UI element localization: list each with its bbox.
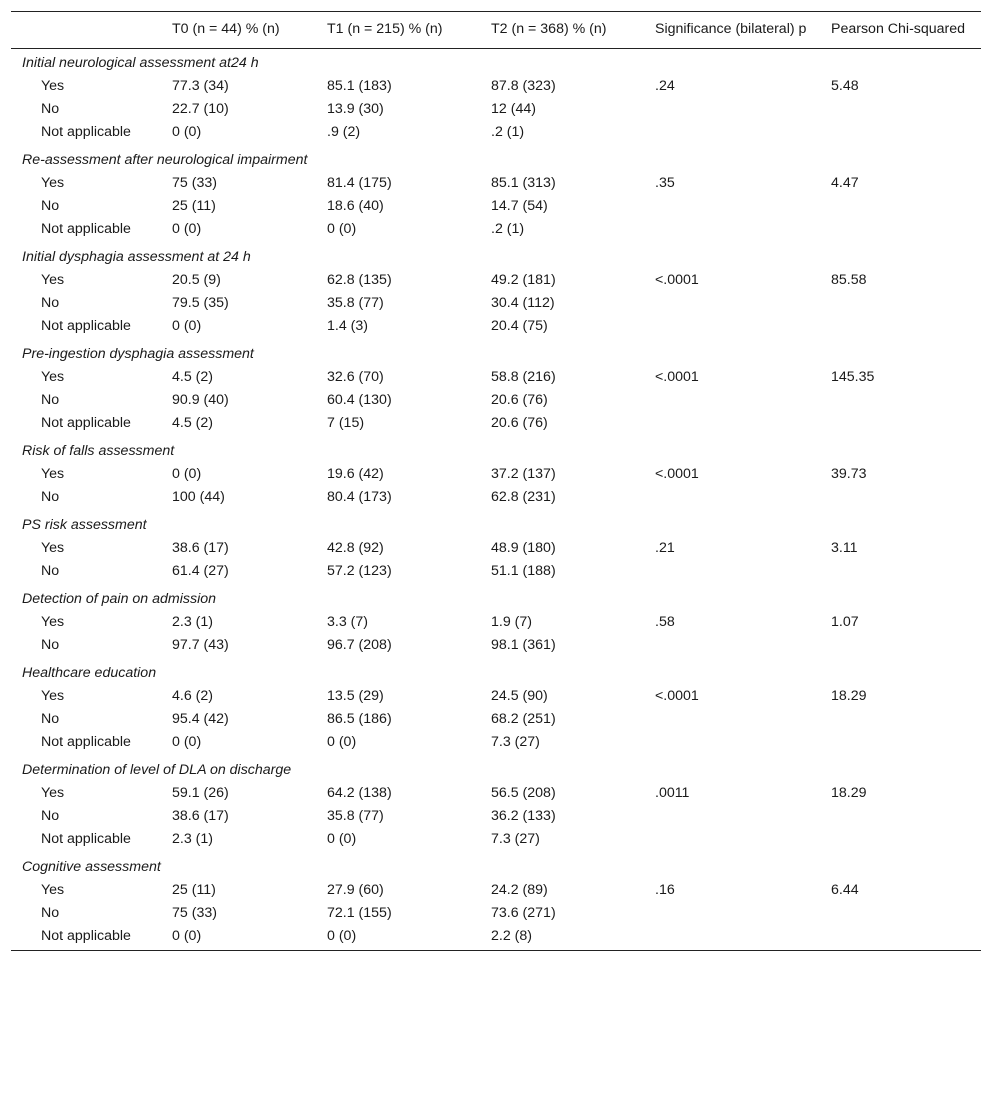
- cell-significance: <.0001: [655, 688, 699, 704]
- row-label: No: [41, 489, 60, 505]
- cell-chi-squared: 39.73: [831, 466, 867, 482]
- cell-significance: .35: [655, 175, 675, 191]
- group-row: [11, 49, 981, 76]
- cell-t1: 13.5 (29): [327, 688, 384, 704]
- cell-t0: 90.9 (40): [172, 392, 229, 408]
- cell-t0: 95.4 (42): [172, 711, 229, 727]
- row-label: Yes: [41, 882, 65, 898]
- cell-t0: 38.6 (17): [172, 540, 229, 556]
- table-row: [11, 292, 981, 315]
- cell-chi-squared: [821, 98, 981, 121]
- cell-t2: 2.2 (8): [481, 925, 645, 951]
- table-row: [11, 685, 981, 708]
- cell-t1: 0 (0): [317, 925, 481, 951]
- cell-t0: 0 (0): [172, 221, 202, 237]
- cell-t2: 85.1 (313): [491, 175, 556, 191]
- cell-t0: 25 (11): [172, 882, 216, 898]
- header-significance: Significance (bilateral) p: [655, 21, 807, 37]
- cell-t0: 77.3 (34): [172, 78, 229, 94]
- cell-chi-squared: 4.47: [831, 175, 859, 191]
- cell-t1: 86.5 (186): [327, 711, 392, 727]
- table-row: [11, 560, 981, 585]
- table-row: [11, 75, 981, 98]
- cell-t0: 0 (0): [172, 124, 202, 140]
- cell-significance: [645, 315, 821, 340]
- cell-t2: 62.8 (231): [491, 489, 556, 505]
- row-label: Yes: [41, 466, 65, 482]
- header-t0: T0 (n = 44) % (n): [172, 21, 280, 37]
- table-row: [11, 879, 981, 902]
- table-row: [11, 486, 981, 511]
- table-row: [11, 463, 981, 486]
- table-row: [11, 315, 981, 340]
- cell-significance: <.0001: [655, 466, 699, 482]
- cell-t2: 87.8 (323): [491, 78, 556, 94]
- cell-t0: 79.5 (35): [172, 295, 229, 311]
- cell-t2: 36.2 (133): [491, 808, 556, 824]
- row-label: Yes: [41, 175, 65, 191]
- group-title: Healthcare education: [22, 665, 157, 681]
- row-label: Not applicable: [41, 415, 131, 431]
- cell-chi-squared: [821, 560, 981, 585]
- cell-t2: 14.7 (54): [491, 198, 548, 214]
- cell-t1: 62.8 (135): [327, 272, 392, 288]
- cell-chi-squared: [821, 634, 981, 659]
- cell-chi-squared: [821, 412, 981, 437]
- cell-t1: 72.1 (155): [327, 905, 392, 921]
- group-row: [11, 659, 981, 685]
- table-row: [11, 902, 981, 925]
- table-row: [11, 634, 981, 659]
- cell-t1: 3.3 (7): [327, 614, 369, 630]
- cell-significance: [645, 634, 821, 659]
- cell-t1: 80.4 (173): [327, 489, 392, 505]
- cell-t2: 48.9 (180): [491, 540, 556, 556]
- cell-t1: 32.6 (70): [327, 369, 384, 385]
- cell-significance: .16: [655, 882, 675, 898]
- cell-t1: 42.8 (92): [327, 540, 384, 556]
- row-label: Not applicable: [41, 734, 131, 750]
- cell-t2: 1.9 (7): [491, 614, 533, 630]
- group-title: Determination of level of DLA on discharge: [22, 762, 292, 778]
- cell-significance: [645, 98, 821, 121]
- cell-chi-squared: 85.58: [831, 272, 867, 288]
- cell-chi-squared: [821, 902, 981, 925]
- row-label: Not applicable: [41, 318, 131, 334]
- cell-chi-squared: [821, 708, 981, 731]
- row-label: Yes: [41, 540, 65, 556]
- row-label: Not applicable: [41, 221, 131, 237]
- cell-t0: 0 (0): [172, 318, 202, 334]
- row-label: Yes: [41, 688, 65, 704]
- row-label: Yes: [41, 78, 65, 94]
- cell-t0: 20.5 (9): [172, 272, 221, 288]
- cell-chi-squared: 3.11: [831, 540, 858, 556]
- group-row: [11, 437, 981, 463]
- row-label: No: [41, 101, 60, 117]
- cell-t1: .9 (2): [327, 124, 361, 140]
- cell-t2: 7.3 (27): [491, 734, 540, 750]
- cell-t1: 81.4 (175): [327, 175, 392, 191]
- results-table-container: [11, 11, 981, 951]
- row-label: No: [41, 637, 60, 653]
- table-row: [11, 731, 981, 756]
- cell-t1: 7 (15): [327, 415, 365, 431]
- cell-significance: [645, 828, 821, 853]
- cell-t1: 57.2 (123): [327, 563, 392, 579]
- table-row: [11, 366, 981, 389]
- cell-t2: 73.6 (271): [491, 905, 556, 921]
- group-row: [11, 340, 981, 366]
- group-title: Detection of pain on admission: [22, 591, 217, 607]
- cell-chi-squared: [821, 292, 981, 315]
- group-title: PS risk assessment: [22, 517, 147, 533]
- cell-t0: 38.6 (17): [172, 808, 229, 824]
- cell-t2: 68.2 (251): [491, 711, 556, 727]
- cell-significance: [645, 902, 821, 925]
- cell-chi-squared: [821, 731, 981, 756]
- table-body: [11, 49, 981, 951]
- header-t2: T2 (n = 368) % (n): [491, 21, 607, 37]
- cell-t2: 49.2 (181): [491, 272, 556, 288]
- cell-t0: 25 (11): [172, 198, 216, 214]
- cell-significance: [645, 195, 821, 218]
- row-label: No: [41, 711, 60, 727]
- group-row: [11, 853, 981, 879]
- cell-t0: 0 (0): [172, 734, 202, 750]
- cell-chi-squared: [821, 828, 981, 853]
- cell-chi-squared: [821, 195, 981, 218]
- cell-significance: [645, 925, 821, 951]
- header-label: [11, 12, 162, 49]
- cell-t1: 85.1 (183): [327, 78, 392, 94]
- table-row: [11, 828, 981, 853]
- cell-significance: [645, 486, 821, 511]
- cell-significance: [645, 292, 821, 315]
- row-label: No: [41, 295, 60, 311]
- cell-t1: 1.4 (3): [327, 318, 369, 334]
- row-label: Not applicable: [11, 925, 162, 951]
- cell-t0: 97.7 (43): [172, 637, 229, 653]
- cell-t1: 19.6 (42): [327, 466, 384, 482]
- cell-t1: 27.9 (60): [327, 882, 384, 898]
- cell-chi-squared: 145.35: [831, 369, 875, 385]
- group-row: [11, 585, 981, 611]
- row-label: Yes: [41, 272, 65, 288]
- group-title: Pre-ingestion dysphagia assessment: [22, 346, 254, 362]
- cell-chi-squared: [821, 218, 981, 243]
- cell-chi-squared: [821, 315, 981, 340]
- cell-t1: 0 (0): [327, 831, 357, 847]
- row-label: No: [41, 198, 60, 214]
- header-chi-squared: Pearson Chi-squared: [831, 21, 966, 37]
- cell-t2: .2 (1): [491, 221, 525, 237]
- cell-significance: .21: [655, 540, 675, 556]
- cell-t0: 75 (33): [172, 175, 217, 191]
- cell-t2: 56.5 (208): [491, 785, 556, 801]
- cell-t0: 4.5 (2): [172, 369, 214, 385]
- table-row: [11, 195, 981, 218]
- cell-t1: 35.8 (77): [327, 808, 384, 824]
- cell-t2: 20.6 (76): [491, 415, 548, 431]
- table-row: [11, 782, 981, 805]
- cell-t2: 58.8 (216): [491, 369, 556, 385]
- table-row: [11, 172, 981, 195]
- cell-t2: 37.2 (137): [491, 466, 556, 482]
- cell-significance: .58: [655, 614, 675, 630]
- cell-significance: <.0001: [655, 369, 699, 385]
- results-table: [11, 11, 981, 951]
- cell-chi-squared: 1.07: [831, 614, 859, 630]
- table-row: [11, 269, 981, 292]
- group-title: Cognitive assessment: [22, 859, 161, 875]
- row-label: No: [41, 563, 60, 579]
- row-label: Yes: [41, 369, 65, 385]
- group-row: [11, 511, 981, 537]
- row-label: No: [41, 392, 60, 408]
- cell-t0: 4.6 (2): [172, 688, 214, 704]
- cell-t2: 12 (44): [491, 101, 536, 117]
- cell-t2: 24.5 (90): [491, 688, 548, 704]
- cell-t0: 2.3 (1): [172, 831, 214, 847]
- group-title: Risk of falls assessment: [22, 443, 175, 459]
- cell-t2: 51.1 (188): [491, 563, 556, 579]
- cell-t0: 22.7 (10): [172, 101, 229, 117]
- cell-chi-squared: 6.44: [831, 882, 859, 898]
- cell-significance: [645, 805, 821, 828]
- cell-chi-squared: [821, 389, 981, 412]
- cell-t2: 20.4 (75): [491, 318, 548, 334]
- cell-chi-squared: [821, 486, 981, 511]
- cell-significance: [645, 560, 821, 585]
- cell-t1: 35.8 (77): [327, 295, 384, 311]
- cell-chi-squared: [821, 925, 981, 951]
- cell-t1: 18.6 (40): [327, 198, 384, 214]
- cell-t1: 0 (0): [327, 221, 357, 237]
- cell-t1: 0 (0): [327, 734, 357, 750]
- table-row: [11, 412, 981, 437]
- cell-t0: 100 (44): [172, 489, 225, 505]
- row-label: No: [41, 808, 60, 824]
- group-row: [11, 243, 981, 269]
- cell-significance: [645, 708, 821, 731]
- cell-t2: .2 (1): [491, 124, 525, 140]
- cell-significance: .0011: [655, 785, 690, 801]
- cell-t2: 7.3 (27): [491, 831, 540, 847]
- table-row: [11, 537, 981, 560]
- cell-t0: 0 (0): [162, 925, 317, 951]
- cell-t1: 96.7 (208): [327, 637, 392, 653]
- table-row: [11, 218, 981, 243]
- header-t1: T1 (n = 215) % (n): [327, 21, 443, 37]
- cell-t1: 64.2 (138): [327, 785, 392, 801]
- cell-t2: 98.1 (361): [491, 637, 556, 653]
- group-title: Re-assessment after neurological impairment: [22, 152, 308, 168]
- cell-t2: 24.2 (89): [491, 882, 548, 898]
- cell-significance: .24: [655, 78, 675, 94]
- cell-chi-squared: [821, 805, 981, 828]
- cell-t0: 4.5 (2): [172, 415, 214, 431]
- table-row: [11, 925, 981, 951]
- group-row: [11, 146, 981, 172]
- cell-chi-squared: [821, 121, 981, 146]
- cell-t0: 2.3 (1): [172, 614, 214, 630]
- cell-t0: 0 (0): [172, 466, 202, 482]
- table-row: [11, 389, 981, 412]
- cell-chi-squared: 5.48: [831, 78, 859, 94]
- cell-t2: 20.6 (76): [491, 392, 548, 408]
- table-row: [11, 121, 981, 146]
- row-label: Not applicable: [41, 831, 131, 847]
- cell-significance: [645, 218, 821, 243]
- cell-significance: [645, 121, 821, 146]
- cell-significance: [645, 389, 821, 412]
- cell-t0: 59.1 (26): [172, 785, 229, 801]
- cell-significance: [645, 731, 821, 756]
- cell-chi-squared: 18.29: [831, 785, 867, 801]
- cell-significance: [645, 412, 821, 437]
- cell-t0: 75 (33): [172, 905, 217, 921]
- cell-chi-squared: 18.29: [831, 688, 867, 704]
- row-label: Yes: [41, 785, 65, 801]
- cell-significance: <.0001: [655, 272, 699, 288]
- row-label: Yes: [41, 614, 65, 630]
- row-label: No: [41, 905, 60, 921]
- table-row: [11, 611, 981, 634]
- cell-t0: 61.4 (27): [172, 563, 229, 579]
- group-title: Initial dysphagia assessment at 24 h: [22, 249, 251, 265]
- cell-t1: 13.9 (30): [327, 101, 384, 117]
- table-row: [11, 805, 981, 828]
- group-row: [11, 756, 981, 782]
- group-title: Initial neurological assessment at24 h: [22, 55, 259, 71]
- row-label: Not applicable: [41, 124, 131, 140]
- cell-t2: 30.4 (112): [491, 295, 555, 311]
- table-header: [11, 12, 981, 49]
- cell-t1: 60.4 (130): [327, 392, 392, 408]
- table-row: [11, 98, 981, 121]
- table-row: [11, 708, 981, 731]
